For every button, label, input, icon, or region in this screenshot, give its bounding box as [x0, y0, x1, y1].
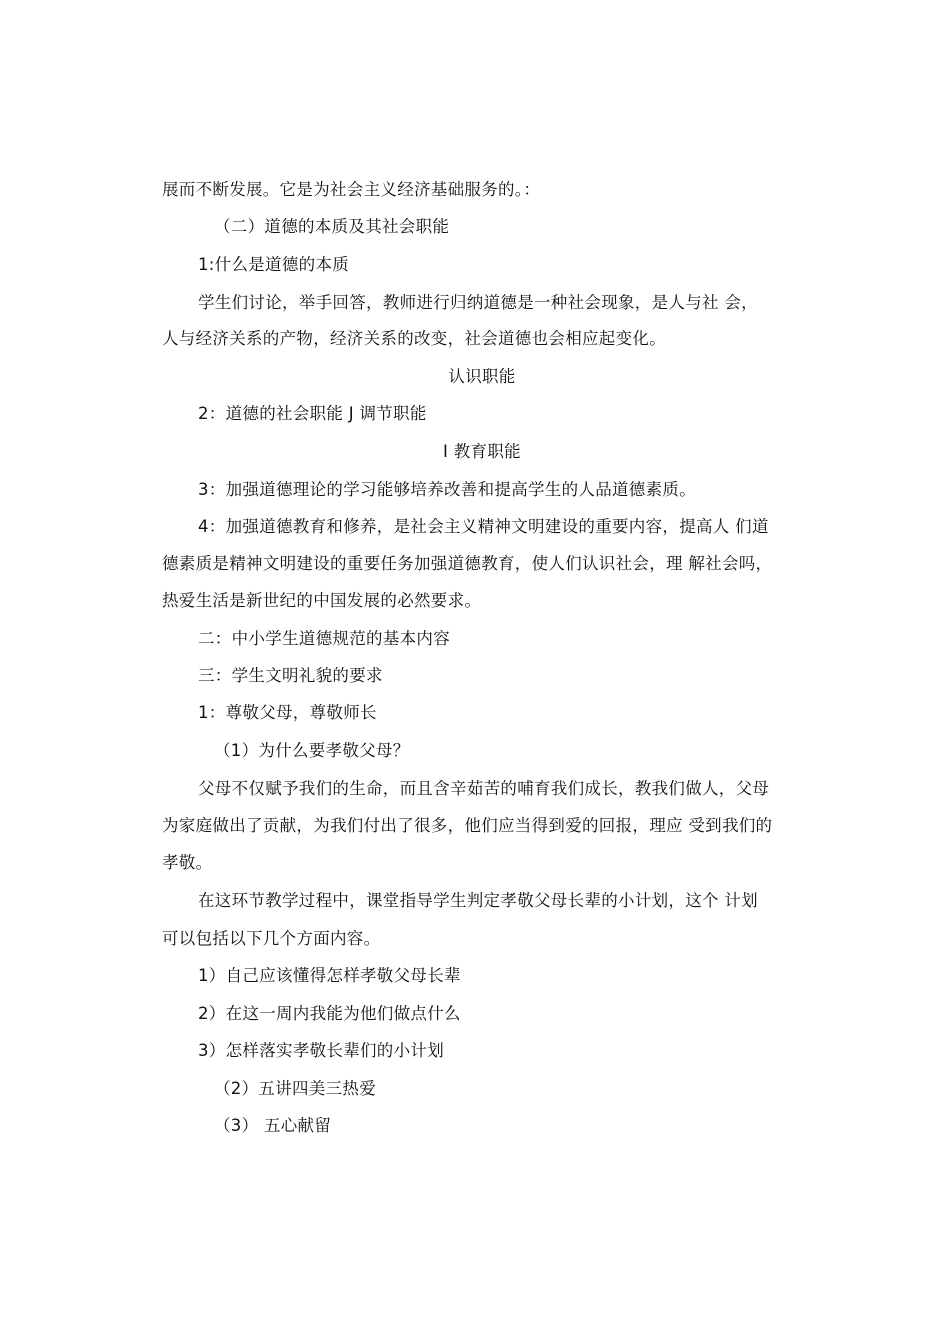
text-line: 孝敬。: [162, 853, 213, 872]
subheading: 3：加强道德理论的学习能够培养改善和提高学生的人品道德素质。: [198, 480, 696, 499]
subheading: 2：道德的社会职能 J 调节职能: [198, 404, 427, 423]
section-heading: （二）道德的本质及其社会职能: [214, 217, 450, 236]
subheading: （1）为什么要孝敬父母？: [214, 741, 410, 760]
text-line: 为家庭做出了贡献，为我们付出了很多，他们应当得到爱的回报，理应 受到我们的: [162, 816, 773, 835]
subheading: 1：尊敬父母，尊敬师长: [198, 703, 377, 722]
text-line: 热爱生活是新世纪的中国发展的必然要求。: [162, 591, 482, 610]
text-line: 在这环节教学过程中，课堂指导学生判定孝敬父母长辈的小计划，这个 计划: [198, 891, 758, 910]
text-line: 德素质是精神文明建设的重要任务加强道德教育，使人们认识社会，理 解社会吗，: [162, 554, 773, 573]
list-item: 1）自己应该懂得怎样孝敬父母长辈: [198, 966, 461, 985]
text-line: 学生们讨论，举手回答，教师进行归纳道德是一种社会现象，是人与社 会，: [198, 293, 758, 312]
list-item: 2）在这一周内我能为他们做点什么: [198, 1004, 461, 1023]
function-label: I 教育职能: [443, 442, 521, 461]
text-line: 人与经济关系的产物，经济关系的改变，社会道德也会相应起变化。: [162, 329, 666, 348]
text-line: 可以包括以下几个方面内容。: [162, 929, 381, 948]
text-line: 4：加强道德教育和修养，是社会主义精神文明建设的重要内容，提高人 们道: [198, 517, 769, 536]
text-line: 展而不断发展。它是为社会主义经济基础服务的。：: [162, 180, 541, 199]
subheading: （3） 五心献留: [214, 1116, 332, 1135]
subheading: （2）五讲四美三热爱: [214, 1079, 376, 1098]
text-line: 父母不仅赋予我们的生命，而且含辛茹苦的哺育我们成长，教我们做人，父母: [198, 779, 770, 798]
section-heading: 二：中小学生道德规范的基本内容: [198, 629, 450, 648]
section-heading: 三：学生文明礼貌的要求: [198, 666, 383, 685]
list-item: 3）怎样落实孝敬长辈们的小计划: [198, 1041, 444, 1060]
function-label: 认识职能: [448, 367, 516, 386]
subheading: 1:什么是道德的本质: [198, 255, 350, 274]
